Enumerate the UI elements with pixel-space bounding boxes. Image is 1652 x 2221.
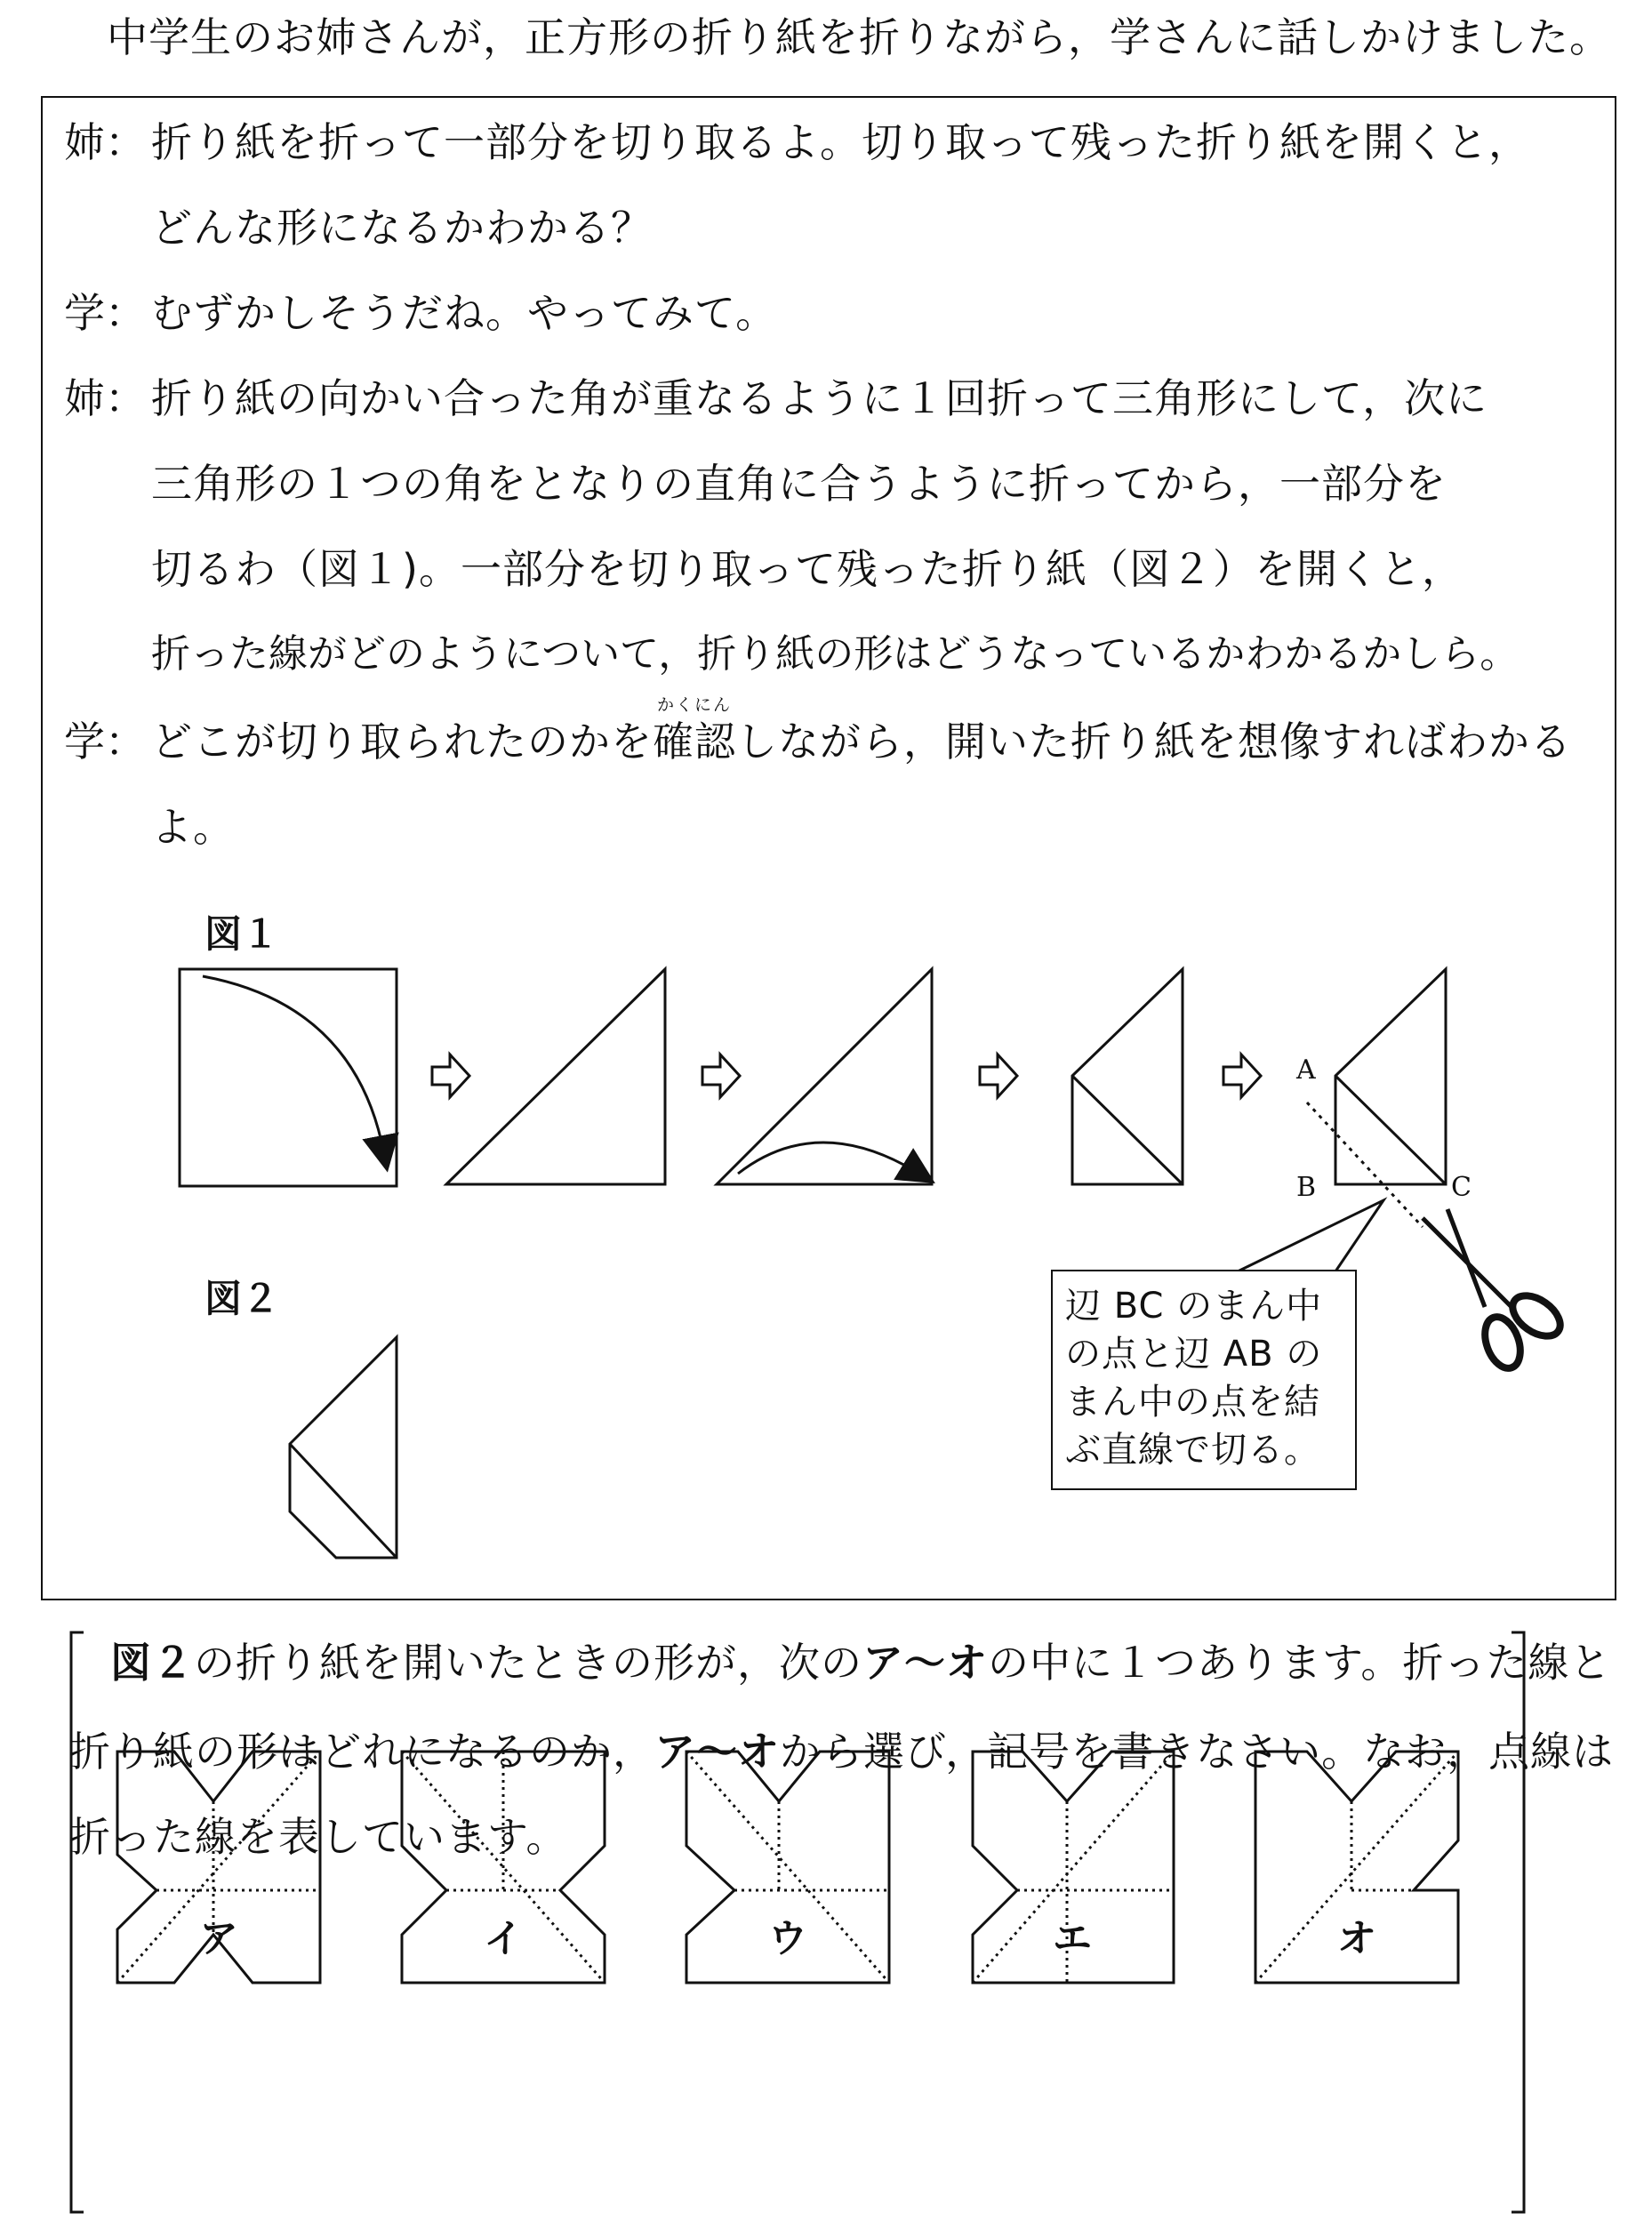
speaker-sister-1: 姉 <box>64 118 106 166</box>
right-arrow-icon <box>702 1054 740 1097</box>
cut-instruction-note <box>1051 1270 1357 1490</box>
option-label-d: エ <box>1053 1916 1092 1961</box>
fig1-folded <box>1072 969 1183 1184</box>
dialogue-line: よ。 <box>151 803 235 851</box>
point-label-c: C <box>1451 1172 1472 1203</box>
scissors-icon <box>1423 1209 1568 1373</box>
colon: ： <box>105 374 147 422</box>
fold-line <box>290 1444 397 1558</box>
ruby-text: かくにん <box>656 695 732 715</box>
callout-pointer <box>1238 1200 1383 1271</box>
question-line-2 <box>69 1725 1614 1778</box>
question-text: 折り紙の形はどれになるのか， <box>69 1728 654 1776</box>
speaker-manabu-1: 学 <box>64 289 106 337</box>
fold-line <box>1072 1076 1183 1184</box>
dialogue-line: どんな形になるかわかる？ <box>151 204 653 252</box>
speaker-manabu-2: 学 <box>64 718 106 766</box>
dialogue-line: 切るわ（図１)。一部分を切り取って残った折り紙（図２）を開くと， <box>151 545 1464 593</box>
fig1-arc-arrow-1 <box>203 976 384 1154</box>
option-label-e: オ <box>1337 1916 1376 1961</box>
ruby-base: 確認 <box>653 718 736 766</box>
colon: ： <box>105 718 147 766</box>
right-arrow-icon <box>432 1054 469 1097</box>
question-line-1 <box>110 1636 1611 1689</box>
question-bold: ア～オ <box>862 1639 988 1687</box>
dialogue-line: 折り紙を折って一部分を切り取るよ。切り取って残った折り紙を開くと， <box>151 118 1530 166</box>
fold-line <box>1335 1076 1446 1184</box>
fig1-folded-cut <box>1335 969 1446 1184</box>
option-label-b: イ <box>484 1916 523 1961</box>
point-label-a: A <box>1296 1054 1316 1086</box>
dialogue-line: 折り紙の向かい合った角が重なるように１回折って三角形にして，次に <box>151 374 1488 422</box>
question-text: の中に１つあります。折った線と <box>988 1639 1612 1687</box>
question-bold: ア～オ <box>654 1728 780 1776</box>
intro-text: 中学生のお姉さんが，正方形の折り紙を折りながら，学さんに話しかけました。 <box>107 13 1611 61</box>
speaker-sister-2: 姉 <box>64 374 106 422</box>
dialogue-line: むずかしそうだね。やってみて。 <box>151 289 778 337</box>
ruby-pre: どこが切り取られたのかを <box>151 718 653 766</box>
note-line: ぶ直線で切る。 <box>1065 1430 1320 1471</box>
left-bracket <box>71 1632 84 2212</box>
question-line-3: 折った線を表しています。 <box>69 1813 568 1861</box>
fig2-shape <box>290 1337 397 1558</box>
fig1-triangle <box>446 969 665 1184</box>
dialogue-line: 三角形の１つの角をとなりの直角に合うように折ってから，一部分を <box>151 460 1447 508</box>
question-text: から選び，記号を書きなさい。なお，点線は <box>780 1728 1615 1776</box>
ruby-post: しながら，開いた折り紙を想像すればわかる <box>736 718 1572 766</box>
option-label-a: ア <box>199 1916 238 1961</box>
fig1-square <box>180 969 397 1186</box>
figure2-label: 図２ <box>204 1277 280 1320</box>
colon: ： <box>105 118 147 166</box>
right-arrow-icon <box>980 1054 1017 1097</box>
colon: ： <box>105 289 147 337</box>
point-label-b: B <box>1296 1172 1317 1203</box>
dialogue-line: 折った線がどのようについて，折り紙の形はどうなっているかわかるかしら。 <box>151 631 1520 677</box>
figure1-label: 図１ <box>204 912 280 956</box>
fig1-triangle-2 <box>717 969 932 1184</box>
fig1-arc-arrow-2 <box>738 1143 919 1174</box>
right-bracket <box>1512 1632 1524 2212</box>
note-line: まん中の点を結 <box>1065 1382 1320 1423</box>
right-arrow-icon <box>1223 1054 1261 1097</box>
option-label-c: ウ <box>768 1916 807 1961</box>
note-line: の点と辺 AB の <box>1065 1334 1323 1375</box>
note-line: 辺 BC のまん中 <box>1065 1286 1323 1327</box>
question-bold: 図２ <box>110 1639 194 1687</box>
question-text: の折り紙を開いたときの形が，次の <box>194 1639 862 1687</box>
